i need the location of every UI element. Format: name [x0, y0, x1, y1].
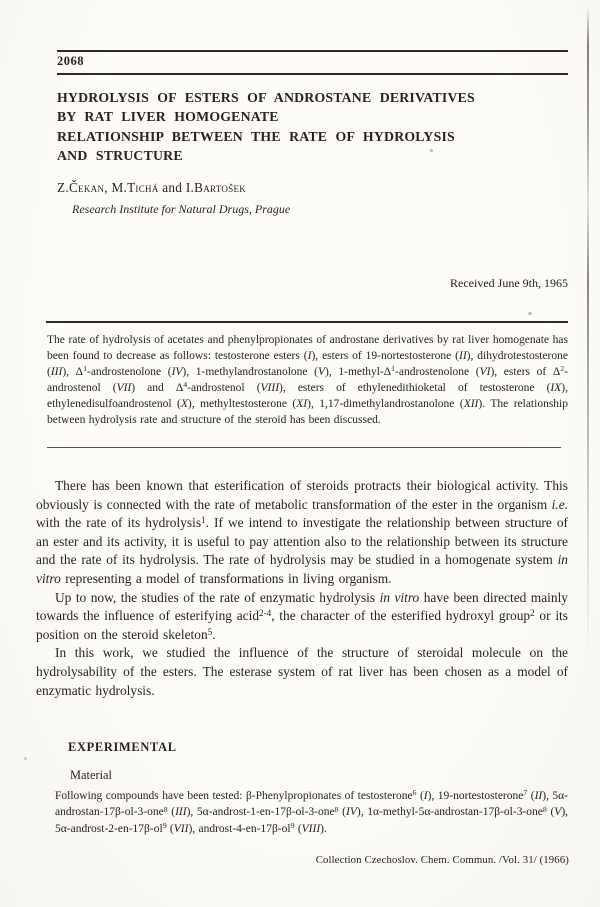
abstract-rule-top — [46, 321, 568, 323]
received-date: Received June 9th, 1965 — [450, 276, 568, 290]
authors-line — [57, 180, 537, 196]
abstract-text: The rate of hydrolysis of acetates and phenylpropionates of androstane derivatives by rat liver homogenate has been found to decrease as follows: testosterone esters (I), esters of 19-nortestosterone (II), dihydrotestosterone (III), $\Delta^1$-androstenolone (IV), 1-methylandrostanolone (V), $1-methyl-\Delta^1$-androstenolone (VI), esters of $\Delta^2$-androstenol (VII) and $\Delta^4$-androstenol (VIII), esters of ethylenedithioketal of testosterone (IX), ethylenedisulfoandrostenol (X), methyltestosterone (XI), 1,17-dimethylandrostanolone (XII). The relationship between hydrolysis rate and structure of the steroid has been discussed. — [47, 334, 568, 426]
scan-speckle — [24, 757, 27, 760]
author-name: M.Tichá — [111, 180, 159, 195]
title-line: HYDROLYSIS OF ESTERS OF ANDROSTANE DERIVATIVES — [57, 90, 475, 105]
journal-footer: Collection Czechoslov. Chem. Commun. /Vol. 31/ (1966) — [315, 854, 569, 866]
author-name: Z.Čekan, — [57, 180, 108, 195]
paragraph: In this work, we studied the influence of the structure of steroidal molecule on the hydrolysability of the esters. The esterase system of rat liver has been chosen as a model of enzymatic hydrolysis. — [36, 645, 568, 698]
material-subheading: Material — [70, 768, 112, 782]
abstract-rule-bottom — [47, 447, 561, 448]
material-paragraph: Following compounds have been tested: β-Phenylpropionates of testosterone$^6$ (I), 19-nortestosterone$^7$ (II), 5α-androstan-17β-ol-3-one$^8$ (III), 5α-androst-1-en-17β-ol-3-one$^8$ (IV), 1α-methyl-5α-androstan-17β-ol-3-one$^8$ (V), $5\alpha-androst-2-en-17\beta-ol^9$ (VII), androst-$4-en-17\beta-ol^9$ (VIII). — [55, 788, 569, 835]
paragraph: Up to now, the studies of the rate of enzymatic hydrolysis in vitro have been directed mainly towards the influence of esterifying acid$^{2-4}$, the character of the esterified hydroxyl group$^2$ or its position on the steroid skeleton$^5$. — [36, 589, 569, 642]
author-name: I.Bartošek — [185, 180, 247, 195]
experimental-heading: EXPERIMENTAL — [68, 740, 177, 754]
title-line: AND STRUCTURE — [57, 148, 183, 164]
top-rule — [57, 50, 568, 52]
page-number: 2068 — [57, 54, 84, 68]
affiliation: Research Institute for Natural Drugs, Prague — [72, 202, 291, 216]
title-line: BY RAT LIVER HOMOGENATE — [57, 109, 279, 125]
scan-speckle — [528, 312, 532, 315]
article-title — [57, 88, 562, 166]
header-rule — [57, 73, 568, 75]
page-edge-shadow — [587, 6, 589, 661]
paragraph: There has been known that esterification of steroids protracts their biological activity. This obviously is connected with the rate of metabolic transformation of the ester in the organism i.e. with the rate of its hydrolysis$^1$. If we intend to investigate the relationship between structure of an ester and its activity, it is useful to pay attention also to the relationship between its structure and the rate of its hydrolysis. The rate of hydrolysis may be studied in a homogenate system in vitro representing a model of transformations in living organism. — [36, 478, 568, 586]
title-line: RELATIONSHIP BETWEEN THE RATE OF HYDROLYSIS — [57, 128, 455, 144]
body-text — [36, 477, 568, 700]
authors-conjunction: and — [162, 180, 183, 195]
scan-speckle — [430, 149, 433, 152]
